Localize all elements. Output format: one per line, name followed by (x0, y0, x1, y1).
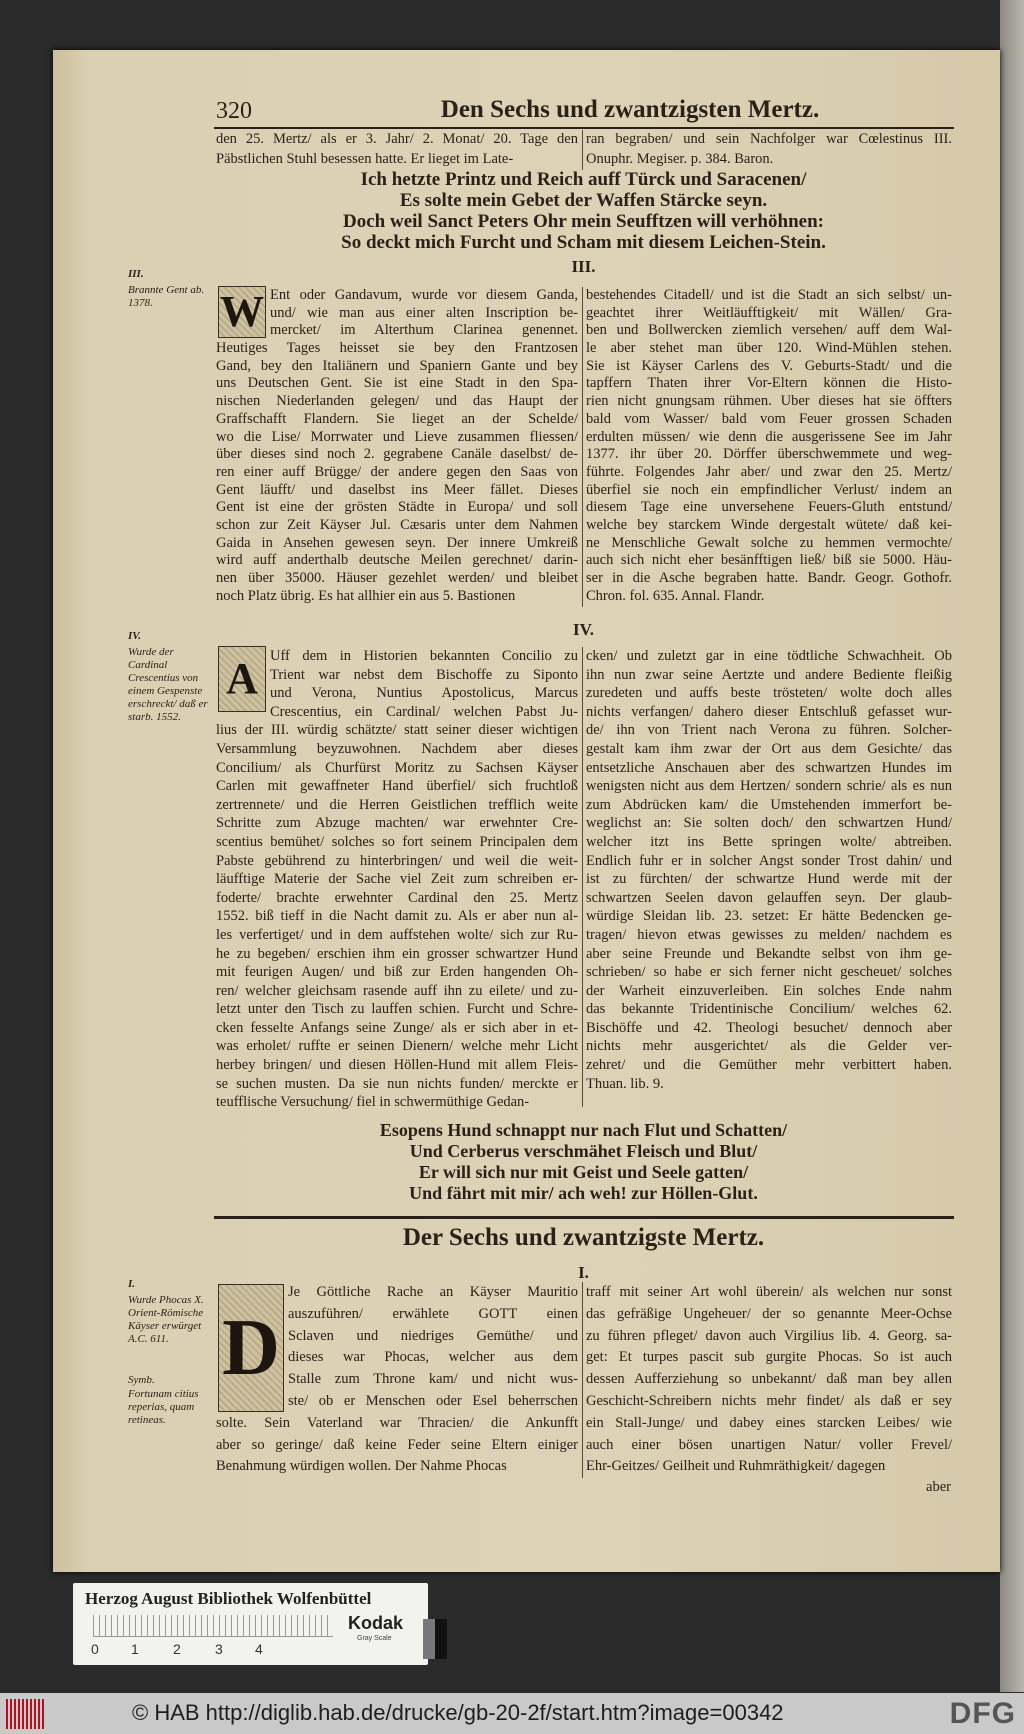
text-line: Je Göttliche Rache an Käyser Mauritio (288, 1284, 578, 1300)
text-column (586, 647, 952, 1093)
text-line: bestehendes Citadell/ und ist die Stadt an sich selbst/ un- (586, 287, 952, 303)
drop-cap: W (220, 287, 264, 336)
section-number: I. (578, 1263, 589, 1282)
section-number: III. (571, 257, 596, 276)
text-line: aber seine Freunde und Bekandte selbst von ihm ge- (586, 945, 952, 962)
text-line: Heutiges Tages heisset sie bey den Frantzosen (216, 340, 578, 357)
drop-cap: A (218, 646, 266, 712)
text-line: teufflische Versuchung/ fiel in schwermüthige Gedan- (216, 1094, 530, 1111)
text-line: Schritte zum Abzuge machten/ war erwehnter Cre- (216, 815, 578, 832)
drop-cap: D (218, 1284, 284, 1412)
text-line: rien nicht gnungsam rühmen. Uber dieses hat sie öffters (586, 393, 952, 410)
margin-note-symb-label: Symb. (128, 1374, 155, 1386)
column-divider (582, 1282, 583, 1478)
text-line: 1552. biß tieff in die Nacht damit zu. Als er aber nun al- (216, 908, 578, 925)
text-line: welche bey starckem Winde dergestalt wütete/ daß kei- (586, 516, 952, 533)
text-line: über dieses sind noch 2. gegrabene Canäle daselbst/ de- (216, 446, 578, 463)
scale-number: 4 (255, 1641, 263, 1657)
text-line: Gand, bey den Italiänern und Spaniern Gante und bey (216, 357, 578, 374)
text-line: nen über 35000. Häuser gezehlet werden/ und bleibet (216, 570, 578, 586)
text-column (586, 287, 952, 605)
text-line: wo die Lise/ Morrwater und Lieve zusammen fliessen/ (216, 428, 578, 445)
poem-line: Und fährt mit mir/ ach weh! zur Höllen-Glut. (409, 1183, 758, 1203)
text-line: den 25. Mertz/ als er 3. Jahr/ 2. Monat/ 20. Tage den (216, 131, 578, 147)
text-line: das gefräßige Ungeheuer/ der so genannte Meer-Ochse (586, 1305, 952, 1322)
text-line: uns Deutschen Gent. Sie ist eine Stadt in den Spa- (216, 375, 578, 392)
text-line: foderte/ brachte erwehnter Cardinal den 25. Mertz (216, 889, 578, 906)
text-line: Uff dem in Historien bekannten Concilio zu (270, 648, 578, 664)
text-line: diesem Tage eine unversehene Feuers-Gluth entstund/ (586, 499, 952, 516)
text-line: Concilium/ als Churfürst Moritz zu Sachsen Käyser (216, 759, 578, 776)
text-line: läufftige Materie der Sache viel Zeit zum schreiben er- (216, 871, 578, 888)
text-line: schon zur Zeit Käyser Jul. Cæsaris unter dem Nahmen (216, 516, 578, 533)
text-line: aber so geringe/ daß keine Feder seine Eltern einiger (216, 1436, 578, 1453)
text-line: he zu begeben/ erschien ihm ein grosser schwartzer Hund (216, 945, 578, 962)
margin-note-number: III. (128, 268, 144, 280)
text-line: Trient war nebst dem Bischoffe zu Siponto (270, 666, 578, 683)
poem-line: Und Cerberus verschmähet Fleisch und Blut/ (409, 1141, 758, 1161)
chapter-title: Der Sechs und zwantzigste Mertz. (402, 1224, 765, 1251)
text-line: Gent ist eine der grösten Städte in Europa/ und soll (216, 499, 578, 516)
text-line: geachtet ihrer Weitläufftigkeit/ mit Wällen/ Gra- (586, 304, 952, 321)
text-line: dessen Aufferziehung so unbekannt/ daß man bey allen (586, 1371, 952, 1388)
text-line: 1377. ihr über 20. Dörffer überschwemmete und weg- (586, 446, 952, 463)
text-line: nichts mehr ausgerichtet/ als die Gelder ver- (586, 1038, 952, 1055)
text-line: ste/ ob er Menschen oder Esel beherrschen (288, 1392, 578, 1409)
margin-note-motto: Fortunam citius reperias, quam retineas. (128, 1388, 199, 1426)
text-line: mercket/ im Alterthum Clarinea genennet. (270, 322, 578, 339)
text-line: Stalle zum Throne kam/ und nicht wus- (288, 1371, 578, 1388)
text-column (216, 287, 578, 605)
text-line: lius der III. würdig schätzte/ statt seiner dieser wichtigen (216, 722, 578, 739)
text-line: was erholet/ ruffte er seinen Dienern/ welche mehr Licht (216, 1038, 578, 1055)
text-line: ist zu fürchten/ der schwartze Hund werde mit der (586, 871, 952, 888)
text-line: überfiel sie noch ein empfindlicher Verlust/ indem an (586, 481, 952, 498)
text-column (586, 1282, 952, 1478)
text-line: Thuan. lib. 9. (586, 1075, 664, 1092)
margin-note: Wurde der Cardinal Crescentius von einem Gespenste erschreckt/ daß er starb. 1552. (128, 646, 208, 723)
text-column (586, 129, 952, 169)
poem-line: Es solte mein Gebet der Waffen Stärcke seyn. (399, 190, 768, 211)
text-line: Benahmung würdigen wollen. Der Nahme Phocas (216, 1458, 507, 1475)
text-line: ren einer auff Brügge/ der andere gegen den Saas von (216, 463, 578, 480)
text-line: le aber stehet man über 120. Wind-Mühlen stehen. (586, 340, 952, 357)
text-line: führte. Folgendes Jahr aber/ und zwar den 25. Mertz/ (586, 463, 952, 480)
text-line: Geschicht-Schreibern nichts mehr findet/ als daß er sey (586, 1392, 952, 1409)
text-line: Endlich fuhr er in solcher Angst sonder Trost dahin/ und (586, 852, 952, 869)
scale-number: 2 (173, 1641, 181, 1657)
text-line: cken fesselte Anfangs seine Zunge/ als er sich aber in et- (216, 1019, 578, 1036)
institution-name: Herzog August Bibliothek Wolfenbüttel (85, 1589, 372, 1608)
text-line: und/ wie man aus einer alten Inscription be- (270, 304, 578, 321)
text-line: scentius bemühet/ solches so fort seinem Principalen dem (216, 833, 578, 850)
copyright-url[interactable]: © HAB http://diglib.hab.de/drucke/gb-20-2f/start.htm?image=00342 (132, 1700, 784, 1725)
text-line: solte. Sein Vaterland war Thracien/ die Ankunfft (216, 1414, 578, 1431)
text-line: der Warheit einzuverleiben. Ein solches Ende nahm (586, 982, 952, 999)
text-line: Gaida in Ansehen gewesen seyn. Der innere Umkreiß (216, 534, 578, 551)
kodak-brand: Kodak (348, 1613, 404, 1633)
column-divider (582, 647, 583, 1107)
text-line: les verfertiget/ und in dem auffstehen wolte/ sich zur Ru- (216, 926, 578, 943)
text-line: würdige Sleidan lib. 23. setzet: Er hätte Bedencken ge- (586, 908, 952, 925)
text-line: zehret/ und die Gemüther mehr verbittert haben. (586, 1057, 952, 1074)
text-line: Crescentius, ein Cardinal/ welchen Pabst Ju- (270, 703, 578, 720)
text-line: Ehr-Geitzes/ Geilheit und Ruhmräthigkeit/ dagegen (586, 1458, 886, 1475)
running-title: Den Sechs und zwantzigsten Mertz. (440, 96, 820, 123)
text-line: tragen/ hievon etwas gewisses zu melden/ nachdem es (586, 926, 952, 943)
text-line: traff mit seiner Art wohl überein/ als welchen nur sonst (586, 1284, 952, 1300)
column-divider (582, 287, 583, 607)
text-line: bald vom Wasser/ bald vom Feuer grossen Schaden (586, 410, 952, 427)
poem-line: Er will sich nur mit Geist und Seele gatten/ (418, 1162, 749, 1182)
text-line: Chron. fol. 635. Annal. Flandr. (586, 587, 765, 604)
text-line: auszuführen/ erwählete GOTT einen (288, 1305, 578, 1322)
text-line: get: Et turpes pascit sub gurgite Phocas. So ist auch (586, 1349, 952, 1366)
text-line: de/ ihn von Trient nach Verona zu führen. Solcher- (586, 722, 952, 739)
text-line: ren/ welcher gleichsam rasende auff ihn zu eilete/ und zu- (216, 982, 578, 999)
text-line: Pabste gebührend zu hinterbringen/ und weil die weit- (216, 852, 578, 869)
text-line: zuredeten und auffs beste trösteten/ wolte doch alles (586, 685, 952, 702)
text-line: erdulten müssen/ wie denn die ausgerissene See im Jahr (586, 428, 952, 445)
column-divider (582, 130, 583, 170)
margin-note: Wurde Phocas X. Orient-Römische Käyser erwürget A.C. 611. (128, 1294, 204, 1345)
text-line: Bischöffe und 42. Theologi besuchet/ dennoch aber (586, 1019, 952, 1036)
text-line: weglichst an: Sie solten doch/ den schwartzen Hund/ (586, 815, 952, 832)
text-line: auch einer bösen unartigen Natur/ voller Frevel/ (586, 1436, 952, 1453)
text-line: mit feurigen Augen/ und biß zur Erden hangenden Oh- (216, 964, 578, 981)
hab-logo-icon (6, 1699, 46, 1729)
text-line: Gent läufft/ und daselbst ins Meer fället. Dieses (216, 481, 578, 498)
text-line: zu führen pfleget/ davon auch Virgilius lib. 4. Georg. sa- (586, 1327, 952, 1344)
poem-line: Esopens Hund schnappt nur nach Flut und Schatten/ (379, 1120, 788, 1140)
color-calibration-card (73, 1583, 428, 1665)
margin-note-number: I. (128, 1278, 136, 1290)
text-line: Päbstlichen Stuhl besessen hatte. Er lieget im Late- (216, 151, 514, 167)
text-line: das bekannte Tridentinische Concilium/ welches 62. (586, 1001, 952, 1018)
text-line: zertrennete/ und die Herren Geistlichen trefflich weite (216, 796, 578, 813)
poem-line: Ich hetzte Printz und Reich auff Türck und Saracenen/ (360, 169, 807, 190)
text-line: letzt unter den Tisch zu lauffen schien. Furcht und Schre- (216, 1001, 578, 1018)
text-line: dieses war Phocas, welcher aus dem (288, 1349, 578, 1366)
text-column (216, 129, 578, 169)
poem-line: So deckt mich Furcht und Scham mit diesem Leichen-Stein. (341, 232, 826, 253)
chapter-rule (214, 1216, 954, 1219)
text-line: auch sich nicht eher besänfftigen ließ/ biß sie 5000. Häu- (586, 552, 952, 569)
gray-scale-label: Gray Scale (357, 1635, 392, 1642)
dfg-logo: DFG (949, 1697, 1016, 1730)
text-column (216, 647, 578, 1112)
text-line: gestalt kam ihm zwar der Ort aus dem Gesichte/ das (586, 740, 952, 757)
text-line: wenigsten nicht aus dem Hertzen/ sondern schrie/ als es nun (586, 778, 952, 795)
text-line: schrieben/ so habe er sich ferner nicht gescheuet/ solches (586, 964, 952, 981)
gray-scale-swatch (423, 1619, 447, 1659)
text-line: tapffern Thaten ihrer Vor-Eltern können die Histo- (586, 375, 952, 392)
text-line: Versammlung beyzuwohnen. Nachdem aber dieses (216, 740, 578, 757)
text-line: Sie ist Käyser Carlens des V. Geburts-Stadt/ und die (586, 357, 952, 374)
text-line: se suchen musten. Da sie nun nichts funden/ merckte er (216, 1075, 578, 1092)
text-line: wird auff anderthalb deutsche Meilen gerechnet/ darin- (216, 552, 578, 569)
catchword: aber (926, 1479, 951, 1495)
footer-bar (0, 1693, 1024, 1734)
text-line: ben und Bollwercken ziemlich versehen/ auff dem Wal- (586, 322, 952, 339)
scale-number: 3 (215, 1641, 223, 1657)
text-line: ne Menschliche Gewalt solche zu hemmen vermochte/ (586, 534, 952, 551)
margin-note: Brannte Gent ab. 1378. (128, 284, 205, 309)
adjacent-page-edge (1000, 0, 1024, 1692)
text-line: cken/ und zuletzt gar in eine tödtliche Schwachheit. Ob (586, 648, 952, 664)
poem-line: Doch weil Sanct Peters Ohr mein Seufftzen will verhöhnen: (343, 211, 824, 232)
text-line: noch Platz übrig. Es hat allhier ein aus 5. Bastionen (216, 587, 516, 604)
text-line: Sclaven und niedriges Gemüthe/ und (288, 1327, 578, 1344)
text-line: ser in die Asche begraben hatte. Bandr. Geogr. Gothofr. (586, 570, 952, 586)
text-column (216, 1282, 578, 1478)
text-line: herbey bringen/ und diesen Höllen-Hund mit allem Fleis- (216, 1057, 578, 1074)
text-line: welcher itzt ins Bette springen wolte/ abtreiben. (586, 833, 952, 850)
text-line: und Verona, Nuntius Apostolicus, Marcus (270, 685, 578, 702)
text-line: ein Stall-Junge/ und dabey eines starcken Leibes/ wie (586, 1414, 952, 1431)
text-line: nischen Niederlanden gelegen/ und das Haupt der (216, 393, 578, 410)
text-line: nichts verfangen/ dahero dieser Entschluß gefasset wur- (586, 703, 952, 720)
scale-ruler (93, 1615, 333, 1637)
scale-number: 1 (131, 1641, 139, 1657)
text-line: Onuphr. Megiser. p. 384. Baron. (586, 151, 774, 167)
text-line: Graffschafft Flandern. Sie lieget an der Schelde/ (216, 410, 578, 427)
page-number: 320 (216, 98, 252, 124)
text-line: zum Abdrücken kam/ die Umstehenden immerfort be- (586, 796, 952, 813)
scale-number: 0 (91, 1641, 99, 1657)
margin-note-number: IV. (128, 630, 141, 642)
text-line: Ent oder Gandavum, wurde vor diesem Ganda, (270, 287, 578, 303)
text-line: ihn nun zwar seine Aertzte und andere Bediente fleißig (586, 666, 952, 683)
text-line: entsetzliche Anschauen aber des schwartzen Hundes im (586, 759, 952, 776)
text-line: schwartzen Seelen davon gelauffen seyn. Der glaub- (586, 889, 952, 906)
text-line: ran begraben/ und sein Nachfolger war Cœlestinus III. (586, 131, 952, 147)
text-line: Carlen mit gewaffneter Hand überfiel/ sich fruchtloß (216, 778, 578, 795)
section-number: IV. (573, 620, 594, 639)
